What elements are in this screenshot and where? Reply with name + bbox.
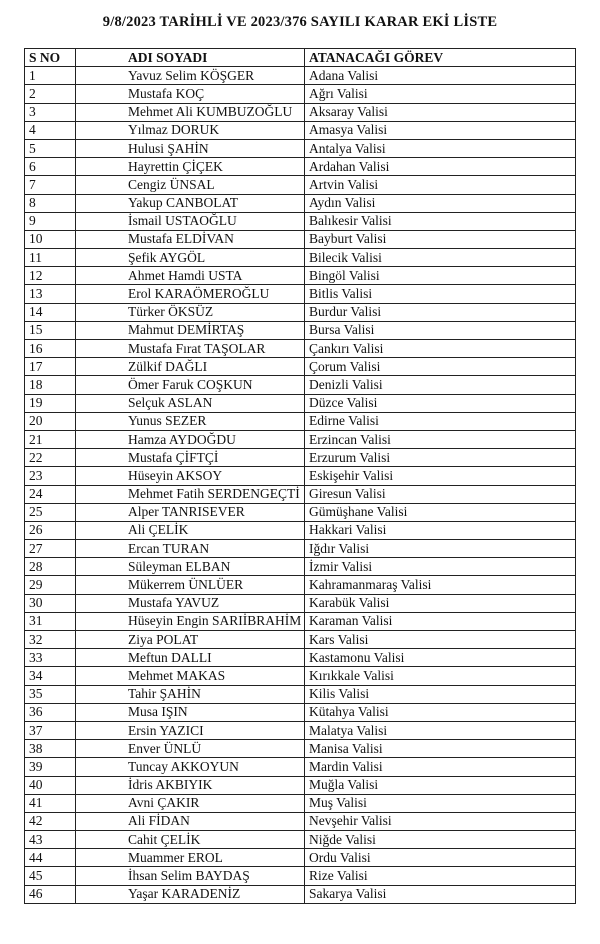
row-position: Manisa Valisi <box>305 740 576 758</box>
row-name: Yılmaz DORUK <box>76 121 305 139</box>
row-name: İdris AKBIYIK <box>76 776 305 794</box>
row-name: Zülkif DAĞLI <box>76 358 305 376</box>
table-row <box>25 67 576 85</box>
table-row <box>25 412 576 430</box>
row-sno: 33 <box>25 649 76 667</box>
table-row <box>25 685 576 703</box>
table-row <box>25 121 576 139</box>
row-position: Artvin Valisi <box>305 176 576 194</box>
row-position: Kütahya Valisi <box>305 703 576 721</box>
row-sno: 12 <box>25 267 76 285</box>
table-row <box>25 394 576 412</box>
row-sno: 46 <box>25 885 76 903</box>
row-name: Ziya POLAT <box>76 631 305 649</box>
table-row <box>25 176 576 194</box>
row-position: Rize Valisi <box>305 867 576 885</box>
table-row <box>25 467 576 485</box>
table-row <box>25 358 576 376</box>
appointment-table <box>24 48 576 904</box>
row-position: Kırıkkale Valisi <box>305 667 576 685</box>
table-row <box>25 576 576 594</box>
row-sno: 9 <box>25 212 76 230</box>
row-position: Erzincan Valisi <box>305 430 576 448</box>
row-name: Ali FİDAN <box>76 812 305 830</box>
row-name: Ömer Faruk COŞKUN <box>76 376 305 394</box>
row-name: Avni ÇAKIR <box>76 794 305 812</box>
row-name: Ahmet Hamdi USTA <box>76 267 305 285</box>
row-position: Erzurum Valisi <box>305 449 576 467</box>
row-position: Iğdır Valisi <box>305 540 576 558</box>
row-name: İhsan Selim BAYDAŞ <box>76 867 305 885</box>
table-row <box>25 85 576 103</box>
row-sno: 32 <box>25 631 76 649</box>
row-position: Ordu Valisi <box>305 849 576 867</box>
row-sno: 6 <box>25 158 76 176</box>
row-name: Tuncay AKKOYUN <box>76 758 305 776</box>
row-name: Mustafa ELDİVAN <box>76 230 305 248</box>
row-sno: 26 <box>25 521 76 539</box>
row-position: Niğde Valisi <box>305 831 576 849</box>
table-row <box>25 594 576 612</box>
table-row <box>25 321 576 339</box>
row-sno: 39 <box>25 758 76 776</box>
row-name: Hulusi ŞAHİN <box>76 139 305 157</box>
row-name: Musa IŞIN <box>76 703 305 721</box>
row-name: Hüseyin AKSOY <box>76 467 305 485</box>
row-name: Hüseyin Engin SARIİBRAHİM <box>76 612 305 630</box>
table-row <box>25 430 576 448</box>
row-sno: 2 <box>25 85 76 103</box>
row-name: Cahit ÇELİK <box>76 831 305 849</box>
row-position: Amasya Valisi <box>305 121 576 139</box>
row-sno: 8 <box>25 194 76 212</box>
row-name: Muammer EROL <box>76 849 305 867</box>
row-name: Yakup CANBOLAT <box>76 194 305 212</box>
table-row <box>25 849 576 867</box>
row-position: Hakkari Valisi <box>305 521 576 539</box>
row-sno: 36 <box>25 703 76 721</box>
row-name: Cengiz ÜNSAL <box>76 176 305 194</box>
row-sno: 15 <box>25 321 76 339</box>
row-position: Adana Valisi <box>305 67 576 85</box>
row-position: Karaman Valisi <box>305 612 576 630</box>
row-name: Mehmet Ali KUMBUZOĞLU <box>76 103 305 121</box>
row-position: Nevşehir Valisi <box>305 812 576 830</box>
row-sno: 28 <box>25 558 76 576</box>
table-row <box>25 158 576 176</box>
row-sno: 22 <box>25 449 76 467</box>
row-sno: 16 <box>25 340 76 358</box>
row-sno: 1 <box>25 67 76 85</box>
row-name: Mehmet MAKAS <box>76 667 305 685</box>
row-name: Erol KARAÖMEROĞLU <box>76 285 305 303</box>
row-sno: 21 <box>25 430 76 448</box>
row-name: Mustafa YAVUZ <box>76 594 305 612</box>
row-position: Çorum Valisi <box>305 358 576 376</box>
table-row <box>25 558 576 576</box>
row-position: Muş Valisi <box>305 794 576 812</box>
row-sno: 5 <box>25 139 76 157</box>
row-position: Kastamonu Valisi <box>305 649 576 667</box>
table-row <box>25 139 576 157</box>
row-position: Bitlis Valisi <box>305 285 576 303</box>
row-position: Kars Valisi <box>305 631 576 649</box>
row-name: Ercan TURAN <box>76 540 305 558</box>
row-name: Yavuz Selim KÖŞGER <box>76 67 305 85</box>
row-position: Sakarya Valisi <box>305 885 576 903</box>
table-row <box>25 249 576 267</box>
row-position: Antalya Valisi <box>305 139 576 157</box>
row-sno: 42 <box>25 812 76 830</box>
table-row <box>25 376 576 394</box>
row-sno: 17 <box>25 358 76 376</box>
row-sno: 23 <box>25 467 76 485</box>
table-row <box>25 303 576 321</box>
row-position: Giresun Valisi <box>305 485 576 503</box>
table-row <box>25 194 576 212</box>
row-position: Karabük Valisi <box>305 594 576 612</box>
table-row <box>25 230 576 248</box>
row-name: Selçuk ASLAN <box>76 394 305 412</box>
row-position: Bursa Valisi <box>305 321 576 339</box>
table-row <box>25 794 576 812</box>
row-name: Mahmut DEMİRTAŞ <box>76 321 305 339</box>
table-row <box>25 867 576 885</box>
row-sno: 29 <box>25 576 76 594</box>
row-sno: 4 <box>25 121 76 139</box>
row-position: Ağrı Valisi <box>305 85 576 103</box>
row-name: Mükerrem ÜNLÜER <box>76 576 305 594</box>
row-sno: 7 <box>25 176 76 194</box>
header-name: ADI SOYADI <box>76 49 305 67</box>
row-sno: 19 <box>25 394 76 412</box>
row-position: Bayburt Valisi <box>305 230 576 248</box>
row-name: Şefik AYGÖL <box>76 249 305 267</box>
row-sno: 31 <box>25 612 76 630</box>
row-name: Ali ÇELİK <box>76 521 305 539</box>
row-position: Bilecik Valisi <box>305 249 576 267</box>
row-position: Balıkesir Valisi <box>305 212 576 230</box>
row-sno: 30 <box>25 594 76 612</box>
row-name: Mustafa Fırat TAŞOLAR <box>76 340 305 358</box>
table-row <box>25 285 576 303</box>
table-row <box>25 776 576 794</box>
table-row <box>25 540 576 558</box>
row-sno: 45 <box>25 867 76 885</box>
header-position: ATANACAĞI GÖREV <box>305 49 576 67</box>
row-position: Kahramanmaraş Valisi <box>305 576 576 594</box>
table-row <box>25 758 576 776</box>
table-row <box>25 667 576 685</box>
table-row <box>25 885 576 903</box>
row-sno: 14 <box>25 303 76 321</box>
row-sno: 40 <box>25 776 76 794</box>
row-name: Enver ÜNLÜ <box>76 740 305 758</box>
table-row <box>25 703 576 721</box>
table-header-row <box>25 49 576 67</box>
row-position: Mardin Valisi <box>305 758 576 776</box>
row-position: Edirne Valisi <box>305 412 576 430</box>
row-name: Hayrettin ÇİÇEK <box>76 158 305 176</box>
row-position: Ardahan Valisi <box>305 158 576 176</box>
row-sno: 37 <box>25 721 76 739</box>
table-row <box>25 612 576 630</box>
row-name: Türker ÖKSÜZ <box>76 303 305 321</box>
table-body <box>25 67 576 904</box>
row-sno: 44 <box>25 849 76 867</box>
row-name: Hamza AYDOĞDU <box>76 430 305 448</box>
row-name: Meftun DALLI <box>76 649 305 667</box>
row-sno: 10 <box>25 230 76 248</box>
row-sno: 35 <box>25 685 76 703</box>
row-name: Yaşar KARADENİZ <box>76 885 305 903</box>
row-name: Tahir ŞAHİN <box>76 685 305 703</box>
row-name: Alper TANRISEVER <box>76 503 305 521</box>
row-sno: 34 <box>25 667 76 685</box>
row-position: Malatya Valisi <box>305 721 576 739</box>
row-name: Mustafa ÇİFTÇİ <box>76 449 305 467</box>
table-row <box>25 449 576 467</box>
row-sno: 13 <box>25 285 76 303</box>
table-row <box>25 212 576 230</box>
row-sno: 11 <box>25 249 76 267</box>
row-position: Muğla Valisi <box>305 776 576 794</box>
table-row <box>25 631 576 649</box>
row-name: Mustafa KOÇ <box>76 85 305 103</box>
table-row <box>25 812 576 830</box>
row-position: Burdur Valisi <box>305 303 576 321</box>
table-row <box>25 103 576 121</box>
row-position: Denizli Valisi <box>305 376 576 394</box>
row-sno: 20 <box>25 412 76 430</box>
row-position: Gümüşhane Valisi <box>305 503 576 521</box>
row-sno: 27 <box>25 540 76 558</box>
table-row <box>25 521 576 539</box>
row-position: Kilis Valisi <box>305 685 576 703</box>
row-name: Mehmet Fatih SERDENGEÇTİ <box>76 485 305 503</box>
row-position: Çankırı Valisi <box>305 340 576 358</box>
table-row <box>25 503 576 521</box>
row-position: Aydın Valisi <box>305 194 576 212</box>
table-row <box>25 831 576 849</box>
row-name: Ersin YAZICI <box>76 721 305 739</box>
row-name: Yunus SEZER <box>76 412 305 430</box>
row-position: İzmir Valisi <box>305 558 576 576</box>
row-position: Düzce Valisi <box>305 394 576 412</box>
table-row <box>25 485 576 503</box>
row-name: İsmail USTAOĞLU <box>76 212 305 230</box>
header-sno: S NO <box>25 49 76 67</box>
row-position: Eskişehir Valisi <box>305 467 576 485</box>
row-sno: 43 <box>25 831 76 849</box>
row-sno: 25 <box>25 503 76 521</box>
table-row <box>25 649 576 667</box>
table-row <box>25 340 576 358</box>
row-name: Süleyman ELBAN <box>76 558 305 576</box>
document-title: 9/8/2023 TARİHLİ VE 2023/376 SAYILI KARAR EKİ LİSTE <box>102 14 498 30</box>
row-position: Aksaray Valisi <box>305 103 576 121</box>
row-sno: 3 <box>25 103 76 121</box>
table-row <box>25 740 576 758</box>
row-sno: 38 <box>25 740 76 758</box>
table-row <box>25 721 576 739</box>
row-sno: 18 <box>25 376 76 394</box>
table-row <box>25 267 576 285</box>
row-sno: 41 <box>25 794 76 812</box>
row-sno: 24 <box>25 485 76 503</box>
row-position: Bingöl Valisi <box>305 267 576 285</box>
